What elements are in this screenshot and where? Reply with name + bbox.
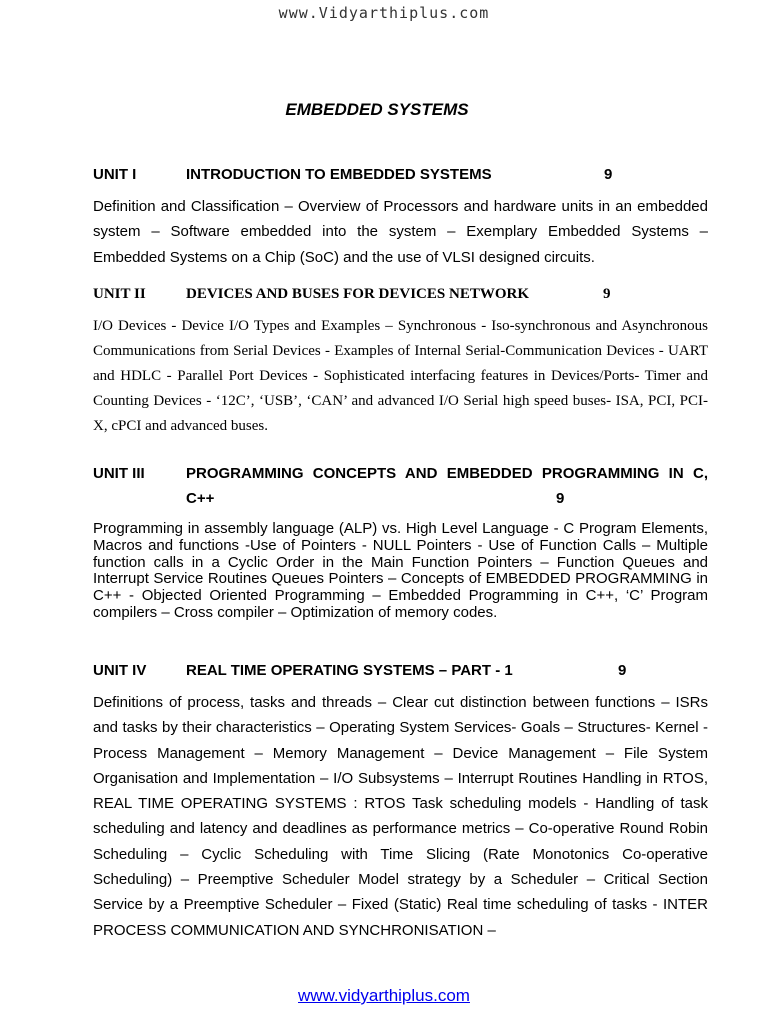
unit-1-heading	[93, 166, 708, 186]
unit-4-hours: 9	[618, 662, 627, 679]
unit-4-section	[93, 662, 708, 943]
unit-2-hours: 9	[603, 286, 611, 302]
unit-3-number: UNIT III	[93, 465, 145, 482]
unit-2-heading	[93, 286, 708, 306]
unit-3-section	[93, 465, 708, 622]
unit-3-title-line-1: PROGRAMMING CONCEPTS AND EMBEDDED PROGRAMMING IN C,	[186, 465, 708, 482]
document-title: EMBEDDED SYSTEMS	[285, 100, 469, 119]
unit-4-title: REAL TIME OPERATING SYSTEMS – PART - 1	[186, 662, 513, 679]
unit-2-body: I/O Devices - Device I/O Types and Examples – Synchronous - Iso-synchronous and Asynchronous Communications from Serial Devices - Examples of Internal Serial-Communication Devices - UART and HDLC - Parallel Port Devices - Sophisticated interfacing features in Devices/Ports- Timer and Counting Devices - ‘12C’, ‘USB’, ‘CAN’ and advanced I/O Serial high speed buses- ISA, PCI, PCI-X, cPCI and advanced buses.	[93, 318, 708, 434]
unit-2-number: UNIT II	[93, 286, 146, 302]
footer	[0, 986, 768, 1006]
unit-3-heading	[93, 465, 708, 511]
unit-1-section	[93, 166, 708, 270]
unit-1-number: UNIT I	[93, 166, 137, 183]
unit-4-heading	[93, 662, 708, 682]
unit-3-body: Programming in assembly language (ALP) vs. High Level Language - C Program Elements, Macros and functions -Use of Pointers - NULL Pointers - Use of Function Calls – Multiple function calls in a Cyclic Order in the Main Function Pointers – Function Queues and Interrupt Service Routines Queues Pointers – Concepts of EMBEDDED PROGRAMMING in C++ - Objected Oriented Programming – Embedded Programming in C++, ‘C’ Program compilers – Cross compiler – Optimization of memory codes.	[93, 520, 708, 621]
unit-3-hours: 9	[556, 490, 565, 507]
footer-link[interactable]: www.vidyarthiplus.com	[298, 986, 470, 1005]
unit-4-number: UNIT IV	[93, 662, 147, 679]
unit-3-title-line-2: C++	[186, 490, 215, 507]
unit-1-hours: 9	[604, 166, 613, 183]
unit-2-section	[93, 286, 708, 439]
unit-1-title: INTRODUCTION TO EMBEDDED SYSTEMS	[186, 166, 492, 183]
unit-4-body: Definitions of process, tasks and threads – Clear cut distinction between functions – ISRs and tasks by their characteristics – Operating System Services- Goals – Structures- Kernel - Process Management – Memory Management – Device Management – File System Organisation and Implementation – I/O Subsystems – Interrupt Routines Handling in RTOS, REAL TIME OPERATING SYSTEMS : RTOS Task scheduling models - Handling of task scheduling and latency and deadlines as performance metrics – Co-operative Round Robin Scheduling – Cyclic Scheduling with Time Slicing (Rate Monotonics Co-operative Scheduling) – Preemptive Scheduler Model strategy by a Scheduler – Critical Section Service by a Preemptive Scheduler – Fixed (Static) Real time scheduling of tasks - INTER PROCESS COMMUNICATION AND SYNCHRONISATION –	[93, 694, 708, 939]
header-url: www.Vidyarthiplus.com	[278, 4, 490, 22]
unit-1-body: Definition and Classification – Overview of Processors and hardware units in an embedded system – Software embedded into the system – Exemplary Embedded Systems – Embedded Systems on a Chip (SoC) and the use of VLSI designed circuits.	[93, 198, 708, 266]
unit-2-title: DEVICES AND BUSES FOR DEVICES NETWORK	[186, 286, 529, 302]
